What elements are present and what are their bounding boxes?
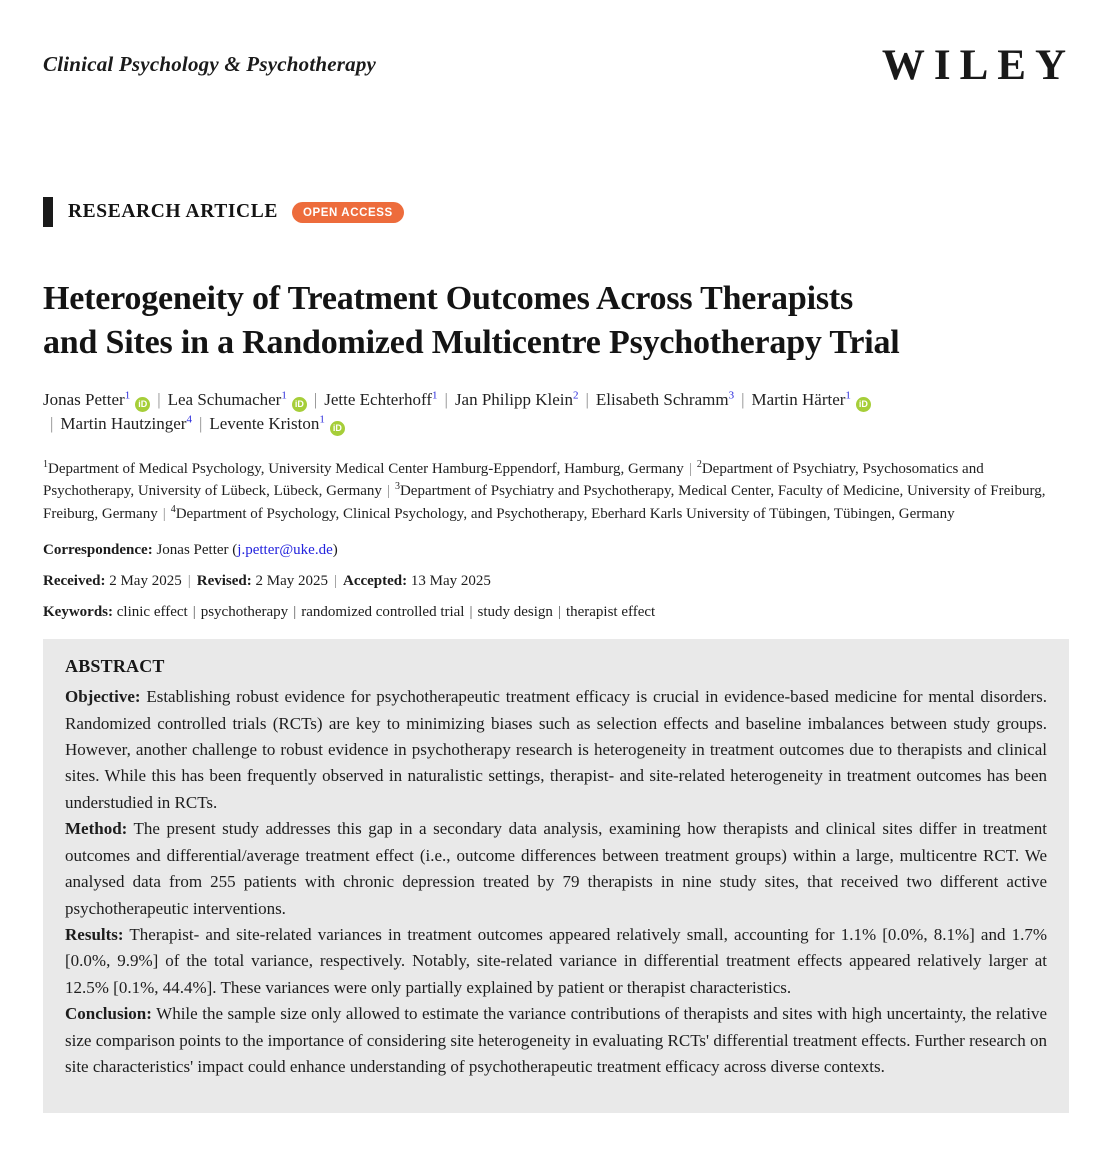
affiliation-number: 1 [43,458,48,470]
author-name: Lea Schumacher [167,389,282,409]
abstract-section: Results: Therapist- and site-related variances in treatment outcomes appeared relatively small, accounting for 1.1% [0.0%, 8.1%] and 1.7% [0.0%, 9.9%] of the total variance, respectively. Notably, site-related variance in differential treatment effects appeared relatively larger at 12.5% [0.1%, 44.4%]. These variances were only partially explained by patient or therapist characteristics. [65,924,1047,997]
article-title-line: and Sites in a Randomized Multicentre Psychotherapy Trial [43,324,900,361]
author-affiliation-ref: 1 [845,389,851,402]
keyword-separator: | [469,604,473,621]
affiliation-number: 2 [696,458,702,470]
keyword-separator: | [293,604,297,621]
orcid-icon[interactable]: iD [135,397,150,412]
correspondence-text-close: ) [332,542,338,559]
article-type-row [43,197,1069,227]
keyword-separator: | [192,604,196,621]
keywords-line [43,604,1069,621]
author [751,390,870,409]
author [209,414,345,433]
affiliation [43,458,684,477]
keyword: therapist effect [565,604,656,621]
abstract-body [65,684,1047,1080]
author-name: Jette Echterhoff [324,389,433,409]
correspondence-email-link[interactable]: j.petter@uke.de [237,542,333,559]
abstract-heading: ABSTRACT [65,656,165,677]
keyword: randomized controlled trial [301,604,465,621]
dates-line [43,573,1069,590]
author-separator: | [198,413,203,433]
author-affiliation-ref: 1 [319,413,325,426]
author-affiliation-ref: 3 [728,389,735,402]
date-label: Revised: [196,573,252,590]
date-value: 2 May 2025 [109,573,182,590]
author-name: Levente Kriston [209,413,320,433]
keyword-separator: | [557,604,561,621]
author [455,390,579,409]
masthead [43,42,1075,89]
correspondence-label: Correspondence: [43,542,153,559]
affiliation-text: Department of Psychiatry, Psychosomatics and Psychotherapy, University of Lübeck, Lübeck, Germany [43,460,984,500]
correspondence-line [43,542,1069,559]
abstract-section-label: Method: [65,819,128,839]
date-value: 2 May 2025 [255,573,328,590]
abstract-section: Conclusion: While the sample size only allowed to estimate the variance contributions of therapists and sites with high uncertainty, the relative size comparison points to the importance of considering site heterogeneity in evaluating RCTs' differential treatment effects. Further research on site characteristics' impact could enhance understanding of psychotherapeutic treatment efficacy across diverse contexts. [65,1004,1047,1076]
author-separator: | [50,413,54,433]
keyword: study design [477,604,553,621]
keyword: clinic effect [116,604,188,621]
author-affiliation-ref: 1 [124,389,131,402]
affiliation-number: 3 [394,481,400,493]
affiliation-text: Department of Psychology, Clinical Psychology, and Psychotherapy, Eberhard Karls University of Tübingen, Tübingen, Germany [175,505,955,522]
affiliation-number: 4 [170,503,176,515]
author-separator: | [741,389,745,409]
author-name: Martin Hautzinger [60,413,187,433]
author [596,390,734,409]
journal-name: Clinical Psychology & Psychotherapy [43,52,377,76]
affiliation-list [43,458,1069,526]
correspondence-text: Jonas Petter ( [156,542,238,559]
author [60,414,192,433]
author [324,390,437,409]
abstract-box [43,639,1069,1113]
author-name: Elisabeth Schramm [595,389,729,409]
affiliation-text: Department of Medical Psychology, University Medical Center Hamburg-Eppendorf, Hamburg, Germany [48,460,684,477]
orcid-icon[interactable]: iD [330,421,345,436]
date-label: Received: [43,573,106,590]
article-title [43,277,1069,365]
affiliation-separator: | [688,460,692,477]
author-name: Jan Philipp Klein [454,389,573,409]
author-separator: | [585,389,589,409]
orcid-icon[interactable]: iD [856,397,871,412]
article-type-bar [43,197,53,227]
author-affiliation-ref: 4 [186,413,192,426]
abstract-section-label: Objective: [65,687,141,707]
abstract-section: Objective: Establishing robust evidence for psychotherapeutic treatment efficacy is crucial in evidence-based medicine for mental disorders. Randomized controlled trials (RCTs) are key to minimizing biases such as selection effects and baseline imbalances between study groups. However, another challenge to robust evidence in psychotherapy research is heterogeneity in treatment outcomes due to therapists and clinical sites. While this has been frequently observed in naturalistic settings, therapist- and site-related heterogeneity in treatment outcomes has been understudied in RCTs. [65,687,1047,812]
author [43,390,150,409]
keywords-label: Keywords: [43,604,113,621]
date-separator: | [187,573,191,590]
open-access-badge: OPEN ACCESS [292,202,404,223]
affiliation-separator: | [386,483,390,500]
date-label: Accepted: [343,573,408,590]
author [168,390,307,409]
author-affiliation-ref: 1 [281,389,287,402]
article-type-label: RESEARCH ARTICLE [68,201,278,222]
abstract-section-label: Results: [65,924,124,944]
author-affiliation-ref: 1 [432,389,438,402]
abstract-section-label: Conclusion: [65,1004,152,1024]
author-separator: | [444,389,448,409]
author-separator: | [157,389,161,409]
author-separator: | [313,389,318,409]
abstract-section: Method: The present study addresses this gap in a secondary data analysis, examining how therapists and clinical sites differ in treatment outcomes and differential/average treatment effect (i.e., outcome differences between treatment groups) within a large, multicentre RCT. We analysed data from 255 patients with chronic depression treated by 79 therapists in nine study sites, that received two different active psychotherapeutic interventions. [65,819,1047,918]
date-separator: | [333,573,337,590]
orcid-icon[interactable]: iD [292,397,307,412]
date-value: 13 May 2025 [410,573,491,590]
affiliation-text: Department of Psychiatry and Psychotherapy, Medical Center, Faculty of Medicine, University of Freiburg, Freiburg, Germany [43,483,1046,522]
author-name: Martin Härter [751,389,846,409]
wiley-logo: WILEY [881,42,1075,89]
author-affiliation-ref: 2 [573,389,579,402]
article-title-line: Heterogeneity of Treatment Outcomes Across Therapists [43,280,853,317]
affiliation-separator: | [162,505,166,522]
affiliation [170,503,955,522]
author-list [43,388,1069,436]
keyword: psychotherapy [200,604,289,621]
author-name: Jonas Petter [43,389,125,409]
